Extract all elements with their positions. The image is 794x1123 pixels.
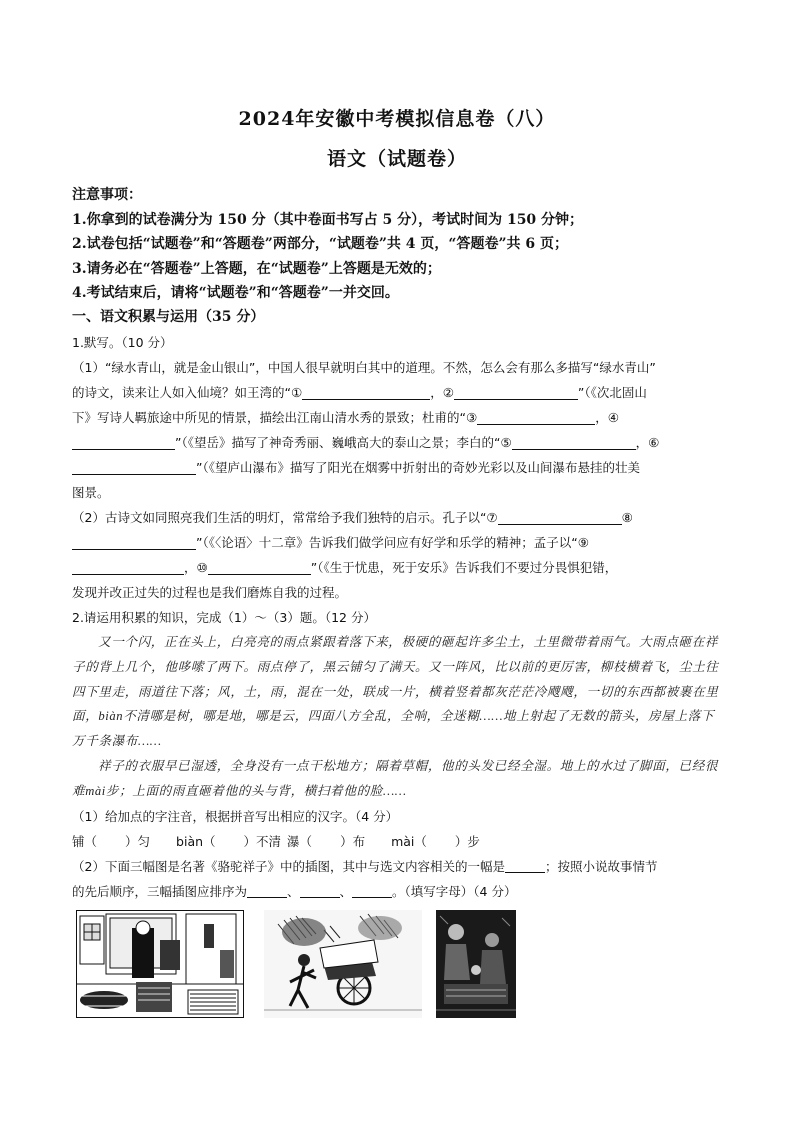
sub-question-stem: （1）给加点的字注音，根据拼音写出相应的汉字。（4 分）	[72, 809, 399, 824]
answer-blank[interactable]	[72, 459, 196, 475]
q1-text: ，⑥	[635, 435, 660, 450]
answer-blank[interactable]	[505, 858, 545, 873]
question-stem: 1.默写。（10 分）	[72, 335, 173, 350]
q1-text: 发现并改正过失的过程也是我们磨炼自我的过程。	[72, 585, 348, 600]
q1-text: ，④	[595, 410, 619, 425]
exam-subtitle: 语文（试题卷）	[326, 148, 467, 170]
answer-blank[interactable]	[454, 384, 578, 400]
question-stem: 2.请运用积累的知识，完成（1）～（3）题。（12 分）	[72, 610, 376, 625]
answer-blank[interactable]	[208, 559, 311, 575]
pinyin-item: ）匀	[125, 834, 151, 849]
q2-text: 的先后顺序，三幅插图应排序为	[72, 884, 248, 899]
pinyin-item: ）布	[340, 834, 366, 849]
answer-blank[interactable]	[72, 534, 196, 550]
section-heading: 一、语文积累与运用（35 分）	[72, 309, 265, 325]
answer-blank[interactable]	[300, 883, 340, 898]
q1-text: 下》写诗人羁旅途中所见的情景，描绘出江南山清水秀的景致；杜甫的“③	[72, 410, 478, 425]
pinyin-item: mài（	[391, 834, 427, 849]
q2-text: 。（填写字母）（4 分）	[392, 884, 517, 899]
illustration-dark-scene	[436, 910, 516, 1018]
q1-text: ，②	[430, 385, 454, 400]
q1-text: ”（《生于忧患，死于安乐》告诉我们不要过分畏惧犯错，	[310, 560, 618, 575]
answer-blank[interactable]	[302, 384, 430, 400]
answer-blank[interactable]	[498, 509, 622, 525]
notice-item: 3.请务必在“答题卷”上答题，在“试题卷”上答题是无效的；	[72, 260, 441, 277]
answer-blank[interactable]	[72, 559, 184, 575]
q1-line: （1）“绿水青山，就是金山银山”，中国人很早就明白其中的道理。不然，怎么会有那么多描写“绿水青山”	[72, 360, 656, 375]
answer-blank[interactable]	[352, 883, 392, 898]
q1-text: ”（《望庐山瀑布》描写了阳光在烟雾中折射出的奇妙光彩以及山间瀑布悬挂的壮美	[196, 460, 640, 475]
q1-text: 的诗文，读来让人如入仙境？如王湾的“①	[72, 385, 303, 400]
q1-text: ”（《望岳》描写了神奇秀丽、巍峨高大的泰山之景；李白的“⑤	[175, 435, 512, 450]
notice-heading: 注意事项：	[72, 187, 142, 203]
notice-item: 4.考试结束后，请将“试题卷”和“答题卷”一并交回。	[72, 285, 399, 301]
passage-paragraph: 祥子的衣服早已湿透，全身没有一点干松地方；隔着草帽，他的头发已经全湿。地上的水过了脚面，已经很难mài步；上面的雨直砸着他的头与背，横扫着他的脸……	[72, 758, 719, 798]
notice-item: 1.你拿到的试卷满分为 150 分（其中卷面书写占 5 分），考试时间为 150 分钟；	[72, 211, 584, 228]
passage-paragraph: 又一个闪，正在头上，白亮亮的雨点紧跟着落下来，极硬的砸起许多尘土，土里微带着雨气。大雨点砸在祥子的背上几个，他哆嗦了两下。雨点停了，黑云铺匀了满天。又一阵风，比以前的更厉害，柳枝横着飞，尘土往四下里走，雨道往下落；风，土，雨，混在一处，联成一片，横着竖着都灰茫茫冷飕飕，一切的东西都被裹在里面，biàn不清哪是树，哪是地，哪是云，四面八方全乱，全响，全迷糊……地上射起了无数的箭头，房屋上落下万千条瀑布……	[72, 635, 719, 749]
q1-text: （2）古诗文如同照亮我们生活的明灯，常常给予我们独特的启示。孔子以“⑦	[72, 510, 498, 525]
pinyin-item: ）步	[454, 834, 480, 849]
pinyin-item: 瀑（	[287, 834, 313, 849]
q1-text: ，⑩	[184, 560, 208, 575]
reading-passage	[72, 630, 722, 804]
answer-blank[interactable]	[72, 434, 175, 450]
illustration-interior	[76, 910, 244, 1018]
q2-text: ；按照小说故事情节	[544, 859, 658, 874]
pinyin-item: ）不清	[243, 834, 282, 849]
answer-blank[interactable]	[247, 883, 287, 898]
q1-text: ⑧	[621, 510, 633, 525]
q1-text: 图景。	[72, 485, 110, 500]
q2-text: （2）下面三幅图是名著《骆驼祥子》中的插图，其中与选文内容相关的一幅是	[72, 859, 505, 874]
illustration-rain-rickshaw	[264, 910, 422, 1018]
answer-blank[interactable]	[477, 409, 595, 425]
pinyin-item: biàn（	[176, 834, 216, 849]
question-2-subs	[72, 804, 722, 904]
notice-block	[72, 183, 732, 306]
q2-text: 、	[339, 884, 353, 899]
q1-text: ”（《〈论语〉十二章》告诉我们做学问应有好学和乐学的精神；孟子以“⑨	[196, 535, 589, 550]
question-1	[72, 330, 722, 630]
pinyin-row	[72, 829, 722, 854]
q1-text: ”（《次北固山	[577, 385, 647, 400]
q2-text: 、	[287, 884, 300, 899]
pinyin-item: 铺（	[72, 834, 98, 849]
answer-blank[interactable]	[512, 434, 636, 450]
exam-title: 2024年安徽中考模拟信息卷（八）	[238, 108, 556, 130]
notice-item: 2.试卷包括“试题卷”和“答题卷”两部分，“试题卷”共 4 页，“答题卷”共 6 页；	[72, 236, 569, 252]
